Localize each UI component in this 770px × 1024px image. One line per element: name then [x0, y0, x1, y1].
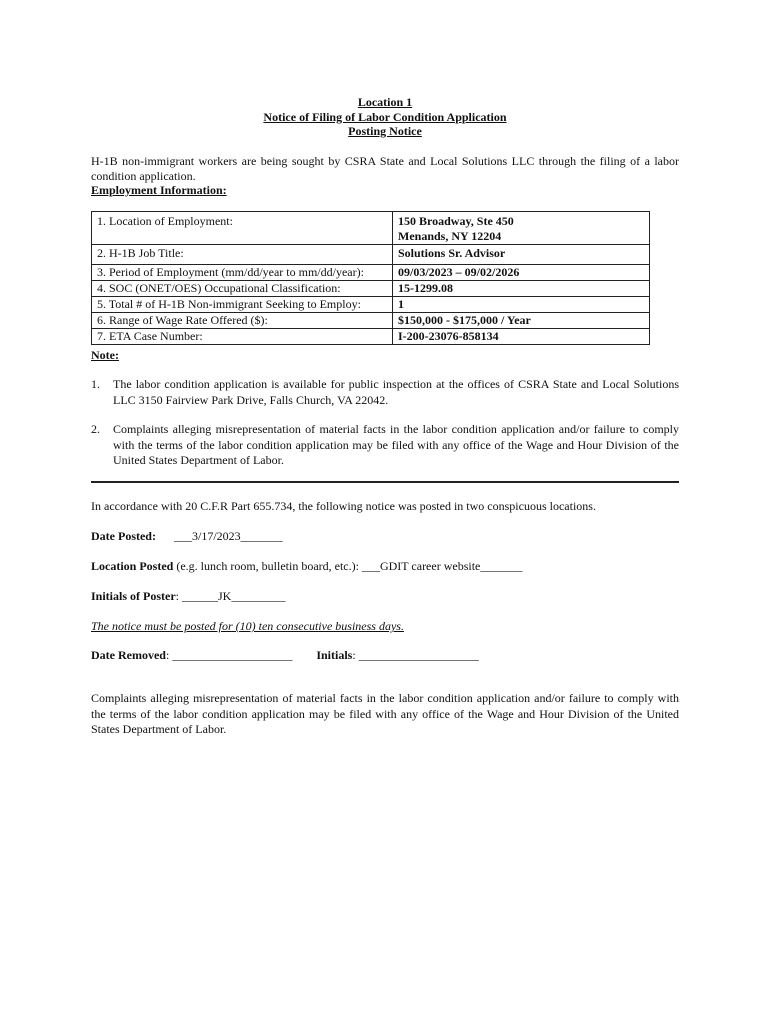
- list-item: [91, 422, 679, 469]
- table-label: 5. Total # of H-1B Non-immigrant Seeking to Employ:: [92, 297, 393, 313]
- table-label: 3. Period of Employment (mm/dd/year to mm/dd/year):: [92, 265, 393, 281]
- date-removed-value: ____________________: [172, 648, 293, 662]
- location-posted-value: ___GDIT career website_______: [361, 559, 523, 573]
- initials-poster-label: Initials of Poster: [91, 589, 176, 603]
- table-value: $150,000 - $175,000 / Year: [393, 313, 650, 329]
- date-posted-value: ___3/17/2023_______: [173, 529, 283, 543]
- table-row: [92, 329, 650, 345]
- intro-paragraph: H-1B non-immigrant workers are being sought by CSRA State and Local Solutions LLC through the filing of a labor condition application.: [91, 154, 679, 183]
- initials-poster-line: Initials of Poster: ______JK_________: [91, 589, 286, 603]
- location-line-2: Menands, NY 12204: [398, 229, 502, 243]
- table-label: 7. ETA Case Number:: [92, 329, 393, 345]
- posting-rule: The notice must be posted for (10) ten consecutive business days.: [91, 619, 404, 633]
- initials-label: Initials: [316, 648, 353, 662]
- header-subtitle: Posting Notice: [348, 124, 422, 138]
- table-row: [92, 265, 650, 281]
- header-location: Location 1: [357, 95, 413, 109]
- list-item: [91, 377, 679, 408]
- initials-poster-value: ______JK_________: [182, 589, 286, 603]
- list-number: 1.: [91, 377, 100, 391]
- table-label: 6. Range of Wage Rate Offered ($):: [92, 313, 393, 329]
- location-posted-label: Location Posted: [91, 559, 174, 573]
- date-posted-line: Date Posted: ___3/17/2023_______: [91, 529, 283, 543]
- table-value: [393, 212, 650, 245]
- note-heading: Note:: [91, 348, 119, 362]
- table-label: 2. H-1B Job Title:: [92, 245, 393, 265]
- table-value: Solutions Sr. Advisor: [393, 245, 650, 265]
- table-label: 4. SOC (ONET/OES) Occupational Classification:: [92, 281, 393, 297]
- location-posted-line: [91, 559, 522, 574]
- header-title: Notice of Filing of Labor Condition Application: [263, 110, 507, 124]
- list-text: The labor condition application is available for public inspection at the offices of CSRA State and Local Solutions LLC 3150 Fairview Park Drive, Falls Church, VA 22042.: [113, 377, 679, 407]
- accordance-text: In accordance with 20 C.F.R Part 655.734, the following notice was posted in two conspicuous locations.: [91, 499, 596, 513]
- table-row: [92, 297, 650, 313]
- date-removed-line: Date Removed: ____________________ Initials: ____________________: [91, 648, 479, 662]
- table-value: 1: [393, 297, 650, 313]
- table-row: [92, 245, 650, 265]
- list-text: Complaints alleging misrepresentation of material facts in the labor condition application and/or failure to comply with the terms of the labor condition application may be filed with any office of the Wage and Hour Division of the United States Department of Labor.: [113, 422, 679, 467]
- table-value: 09/03/2023 – 09/02/2026: [393, 265, 650, 281]
- employment-heading: Employment Information:: [91, 183, 227, 197]
- employment-table: [91, 211, 650, 345]
- date-posted-label: Date Posted: [91, 529, 152, 543]
- table-label: 1. Location of Employment:: [92, 212, 393, 245]
- location-posted-hint: (e.g. lunch room, bulletin board, etc.):: [176, 559, 362, 573]
- date-removed-label: Date Removed: [91, 648, 166, 662]
- initials-value: ____________________: [358, 648, 479, 662]
- list-number: 2.: [91, 422, 100, 436]
- complaints-paragraph: Complaints alleging misrepresentation of material facts in the labor condition application and/or failure to comply with the terms of the labor condition application may be filed with any office of the Wage and Hour Division of the United States Department of Labor.: [91, 691, 679, 736]
- divider: [91, 481, 679, 483]
- table-value: I-200-23076-858134: [393, 329, 650, 345]
- location-line-1: 150 Broadway, Ste 450: [398, 214, 514, 228]
- table-row: [92, 212, 650, 245]
- table-row: [92, 281, 650, 297]
- table-row: [92, 313, 650, 329]
- table-value: 15-1299.08: [393, 281, 650, 297]
